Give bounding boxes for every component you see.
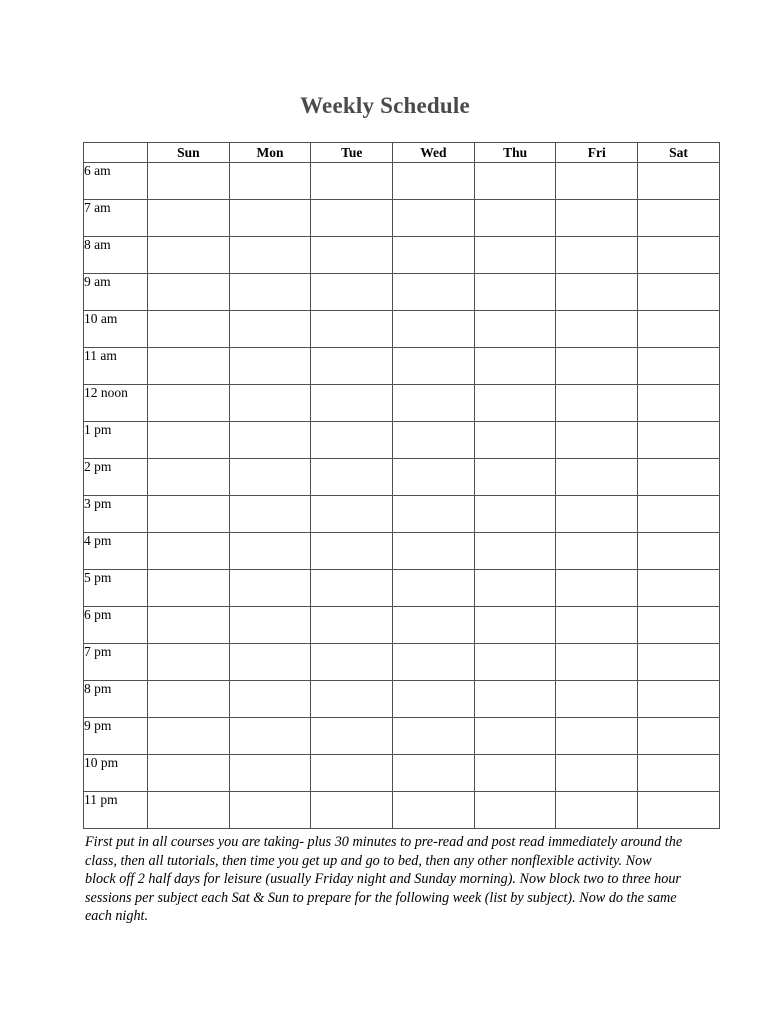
time-label-cell: 6 am <box>84 163 148 200</box>
schedule-slot-sat-1[interactable] <box>638 200 720 237</box>
schedule-slot-sun-12[interactable] <box>148 607 230 644</box>
schedule-slot-wed-16[interactable] <box>393 755 475 792</box>
schedule-slot-fri-4[interactable] <box>556 311 638 348</box>
schedule-slot-sun-9[interactable] <box>148 496 230 533</box>
schedule-row <box>84 459 720 496</box>
schedule-slot-sun-15[interactable] <box>148 718 230 755</box>
schedule-slot-tue-17[interactable] <box>311 792 393 829</box>
time-label-cell: 7 am <box>84 200 148 237</box>
schedule-row <box>84 274 720 311</box>
schedule-slot-thu-9[interactable] <box>474 496 556 533</box>
schedule-slot-wed-5[interactable] <box>393 348 475 385</box>
schedule-slot-wed-3[interactable] <box>393 274 475 311</box>
time-label-cell: 6 pm <box>84 607 148 644</box>
schedule-slot-thu-11[interactable] <box>474 570 556 607</box>
schedule-row <box>84 311 720 348</box>
schedule-row <box>84 644 720 681</box>
schedule-slot-sun-13[interactable] <box>148 644 230 681</box>
schedule-slot-fri-17[interactable] <box>556 792 638 829</box>
schedule-slot-sat-16[interactable] <box>638 755 720 792</box>
schedule-slot-thu-7[interactable] <box>474 422 556 459</box>
schedule-slot-wed-8[interactable] <box>393 459 475 496</box>
day-header-mon: Mon <box>229 143 311 163</box>
schedule-slot-fri-8[interactable] <box>556 459 638 496</box>
time-label-cell: 4 pm <box>84 533 148 570</box>
schedule-table-body <box>84 163 720 829</box>
schedule-slot-mon-9[interactable] <box>229 496 311 533</box>
schedule-row <box>84 607 720 644</box>
schedule-slot-wed-13[interactable] <box>393 644 475 681</box>
schedule-slot-sat-11[interactable] <box>638 570 720 607</box>
schedule-slot-mon-11[interactable] <box>229 570 311 607</box>
schedule-slot-sat-9[interactable] <box>638 496 720 533</box>
schedule-slot-thu-16[interactable] <box>474 755 556 792</box>
schedule-slot-sun-1[interactable] <box>148 200 230 237</box>
schedule-slot-fri-0[interactable] <box>556 163 638 200</box>
schedule-slot-mon-12[interactable] <box>229 607 311 644</box>
schedule-slot-tue-1[interactable] <box>311 200 393 237</box>
schedule-slot-sat-5[interactable] <box>638 348 720 385</box>
schedule-slot-tue-14[interactable] <box>311 681 393 718</box>
schedule-slot-thu-8[interactable] <box>474 459 556 496</box>
schedule-row <box>84 792 720 829</box>
schedule-row <box>84 348 720 385</box>
schedule-slot-fri-14[interactable] <box>556 681 638 718</box>
time-label-cell: 3 pm <box>84 496 148 533</box>
schedule-slot-sat-2[interactable] <box>638 237 720 274</box>
schedule-slot-thu-17[interactable] <box>474 792 556 829</box>
time-label-cell: 2 pm <box>84 459 148 496</box>
schedule-slot-tue-8[interactable] <box>311 459 393 496</box>
time-label-cell: 1 pm <box>84 422 148 459</box>
schedule-slot-fri-7[interactable] <box>556 422 638 459</box>
schedule-slot-tue-3[interactable] <box>311 274 393 311</box>
schedule-slot-wed-0[interactable] <box>393 163 475 200</box>
schedule-slot-fri-2[interactable] <box>556 237 638 274</box>
schedule-slot-sun-5[interactable] <box>148 348 230 385</box>
schedule-slot-tue-12[interactable] <box>311 607 393 644</box>
schedule-slot-fri-9[interactable] <box>556 496 638 533</box>
time-label-cell: 9 pm <box>84 718 148 755</box>
schedule-slot-sat-10[interactable] <box>638 533 720 570</box>
schedule-row <box>84 237 720 274</box>
schedule-slot-sun-8[interactable] <box>148 459 230 496</box>
day-header-row <box>84 143 720 163</box>
schedule-slot-mon-2[interactable] <box>229 237 311 274</box>
schedule-slot-tue-0[interactable] <box>311 163 393 200</box>
schedule-row <box>84 533 720 570</box>
day-header-wed: Wed <box>393 143 475 163</box>
schedule-slot-tue-15[interactable] <box>311 718 393 755</box>
day-header-sun: Sun <box>148 143 230 163</box>
schedule-slot-thu-3[interactable] <box>474 274 556 311</box>
schedule-slot-thu-12[interactable] <box>474 607 556 644</box>
schedule-slot-sun-17[interactable] <box>148 792 230 829</box>
schedule-slot-thu-2[interactable] <box>474 237 556 274</box>
schedule-slot-sun-11[interactable] <box>148 570 230 607</box>
schedule-slot-mon-13[interactable] <box>229 644 311 681</box>
day-header-fri: Fri <box>556 143 638 163</box>
time-label-cell: 9 am <box>84 274 148 311</box>
schedule-slot-mon-5[interactable] <box>229 348 311 385</box>
schedule-slot-fri-13[interactable] <box>556 644 638 681</box>
schedule-slot-fri-16[interactable] <box>556 755 638 792</box>
schedule-slot-fri-6[interactable] <box>556 385 638 422</box>
schedule-slot-wed-11[interactable] <box>393 570 475 607</box>
day-header-tue: Tue <box>311 143 393 163</box>
time-label-cell: 8 am <box>84 237 148 274</box>
schedule-slot-thu-14[interactable] <box>474 681 556 718</box>
schedule-slot-fri-1[interactable] <box>556 200 638 237</box>
schedule-slot-thu-13[interactable] <box>474 644 556 681</box>
schedule-slot-tue-6[interactable] <box>311 385 393 422</box>
schedule-slot-tue-7[interactable] <box>311 422 393 459</box>
schedule-slot-tue-5[interactable] <box>311 348 393 385</box>
schedule-slot-mon-8[interactable] <box>229 459 311 496</box>
schedule-slot-mon-3[interactable] <box>229 274 311 311</box>
schedule-slot-tue-4[interactable] <box>311 311 393 348</box>
schedule-slot-fri-5[interactable] <box>556 348 638 385</box>
schedule-row <box>84 570 720 607</box>
schedule-row <box>84 681 720 718</box>
schedule-slot-thu-15[interactable] <box>474 718 556 755</box>
time-label-cell: 8 pm <box>84 681 148 718</box>
weekly-schedule-table <box>83 142 720 829</box>
schedule-slot-sat-0[interactable] <box>638 163 720 200</box>
schedule-slot-sun-14[interactable] <box>148 681 230 718</box>
schedule-slot-mon-16[interactable] <box>229 755 311 792</box>
time-label-cell: 11 am <box>84 348 148 385</box>
schedule-slot-sun-2[interactable] <box>148 237 230 274</box>
day-header-sat: Sat <box>638 143 720 163</box>
schedule-slot-mon-4[interactable] <box>229 311 311 348</box>
schedule-slot-sun-4[interactable] <box>148 311 230 348</box>
schedule-slot-sat-7[interactable] <box>638 422 720 459</box>
schedule-table-head <box>84 143 720 163</box>
schedule-slot-fri-15[interactable] <box>556 718 638 755</box>
schedule-row <box>84 755 720 792</box>
schedule-slot-wed-17[interactable] <box>393 792 475 829</box>
schedule-slot-mon-7[interactable] <box>229 422 311 459</box>
schedule-slot-sun-10[interactable] <box>148 533 230 570</box>
schedule-slot-thu-10[interactable] <box>474 533 556 570</box>
schedule-slot-sat-3[interactable] <box>638 274 720 311</box>
schedule-slot-wed-7[interactable] <box>393 422 475 459</box>
schedule-slot-sat-17[interactable] <box>638 792 720 829</box>
schedule-slot-mon-14[interactable] <box>229 681 311 718</box>
schedule-slot-wed-10[interactable] <box>393 533 475 570</box>
schedule-slot-sat-14[interactable] <box>638 681 720 718</box>
schedule-slot-thu-1[interactable] <box>474 200 556 237</box>
schedule-slot-fri-11[interactable] <box>556 570 638 607</box>
schedule-slot-sat-8[interactable] <box>638 459 720 496</box>
schedule-slot-thu-6[interactable] <box>474 385 556 422</box>
schedule-slot-wed-4[interactable] <box>393 311 475 348</box>
schedule-slot-fri-12[interactable] <box>556 607 638 644</box>
schedule-row <box>84 422 720 459</box>
schedule-slot-thu-0[interactable] <box>474 163 556 200</box>
schedule-slot-sat-4[interactable] <box>638 311 720 348</box>
schedule-slot-thu-5[interactable] <box>474 348 556 385</box>
schedule-slot-mon-6[interactable] <box>229 385 311 422</box>
time-label-cell: 12 noon <box>84 385 148 422</box>
schedule-slot-tue-9[interactable] <box>311 496 393 533</box>
schedule-slot-tue-2[interactable] <box>311 237 393 274</box>
schedule-slot-fri-3[interactable] <box>556 274 638 311</box>
page-title: Weekly Schedule <box>300 93 470 118</box>
schedule-slot-tue-11[interactable] <box>311 570 393 607</box>
schedule-row <box>84 163 720 200</box>
schedule-slot-sat-12[interactable] <box>638 607 720 644</box>
schedule-slot-wed-9[interactable] <box>393 496 475 533</box>
time-label-cell: 11 pm <box>84 792 148 829</box>
time-label-cell: 5 pm <box>84 570 148 607</box>
instructions-paragraph: First put in all courses you are taking- plus 30 minutes to pre-read and post read immediately around the class, then all tutorials, then time you get up and go to bed, then any other nonflexible activity. Now block off 2 half days for leisure (usually Friday night and Sunday morning). Now block two to three hour sessions per subject each Sat & Sun to prepare for the following week (list by subject). Now do the same each night. <box>85 834 683 925</box>
schedule-row <box>84 200 720 237</box>
schedule-slot-sun-7[interactable] <box>148 422 230 459</box>
schedule-slot-mon-10[interactable] <box>229 533 311 570</box>
schedule-slot-thu-4[interactable] <box>474 311 556 348</box>
schedule-table-container <box>83 142 719 829</box>
schedule-slot-sat-15[interactable] <box>638 718 720 755</box>
schedule-slot-wed-1[interactable] <box>393 200 475 237</box>
schedule-slot-tue-10[interactable] <box>311 533 393 570</box>
day-header-thu: Thu <box>474 143 556 163</box>
time-label-cell: 7 pm <box>84 644 148 681</box>
schedule-slot-wed-6[interactable] <box>393 385 475 422</box>
schedule-slot-tue-13[interactable] <box>311 644 393 681</box>
time-label-cell: 10 am <box>84 311 148 348</box>
schedule-row <box>84 385 720 422</box>
schedule-slot-sat-6[interactable] <box>638 385 720 422</box>
schedule-slot-sun-16[interactable] <box>148 755 230 792</box>
schedule-slot-wed-15[interactable] <box>393 718 475 755</box>
schedule-slot-tue-16[interactable] <box>311 755 393 792</box>
schedule-slot-wed-2[interactable] <box>393 237 475 274</box>
schedule-row <box>84 496 720 533</box>
schedule-slot-mon-15[interactable] <box>229 718 311 755</box>
time-label-cell: 10 pm <box>84 755 148 792</box>
schedule-slot-sun-6[interactable] <box>148 385 230 422</box>
schedule-row <box>84 718 720 755</box>
schedule-slot-mon-1[interactable] <box>229 200 311 237</box>
schedule-slot-mon-17[interactable] <box>229 792 311 829</box>
header-corner-cell <box>84 143 148 163</box>
schedule-slot-fri-10[interactable] <box>556 533 638 570</box>
schedule-slot-mon-0[interactable] <box>229 163 311 200</box>
schedule-slot-sun-3[interactable] <box>148 274 230 311</box>
schedule-slot-sat-13[interactable] <box>638 644 720 681</box>
schedule-slot-wed-14[interactable] <box>393 681 475 718</box>
schedule-slot-sun-0[interactable] <box>148 163 230 200</box>
schedule-slot-wed-12[interactable] <box>393 607 475 644</box>
